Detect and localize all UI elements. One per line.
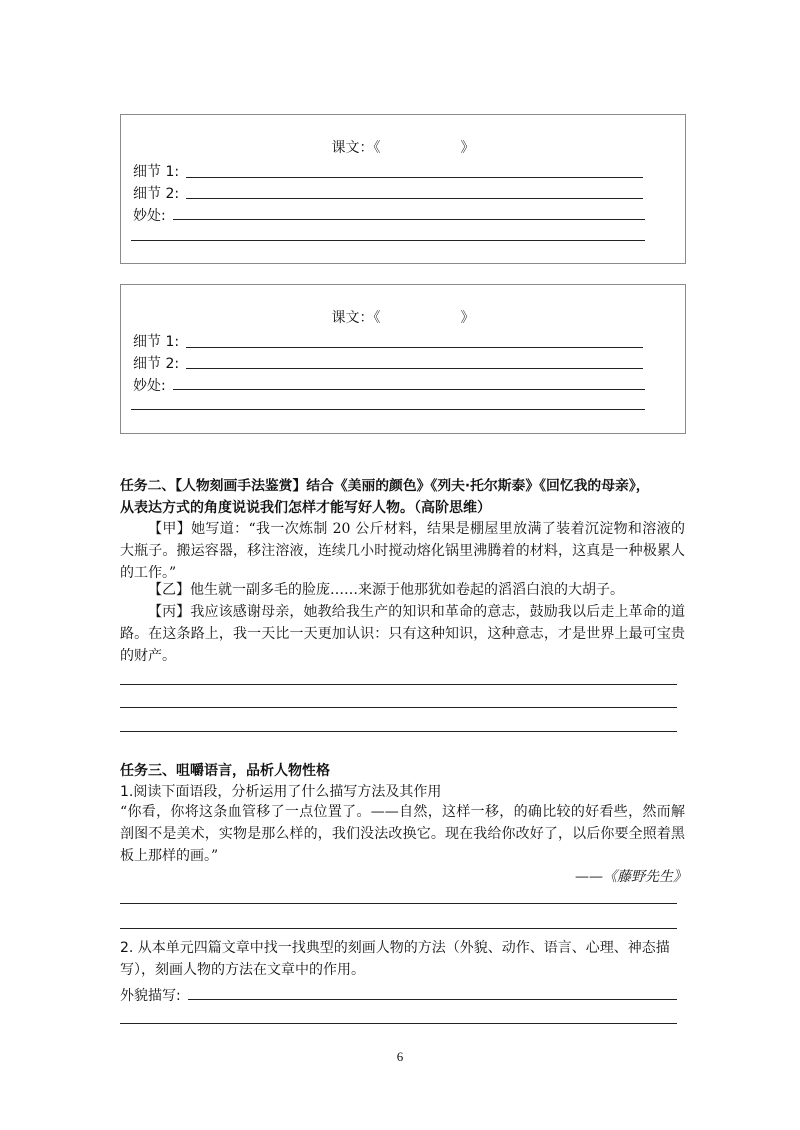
page-number: 6 [396,1049,404,1064]
merit-line[interactable] [173,389,645,390]
answer-box-2 [120,284,686,434]
detail1-line[interactable] [186,347,643,348]
task2-answer-line-2[interactable] [120,707,677,708]
task2-answer-line-3[interactable] [120,731,677,732]
box-title [121,307,685,327]
extra-line[interactable] [131,409,645,410]
appearance-answer-line[interactable] [188,999,677,1000]
extra-line[interactable] [131,240,645,241]
title-suffix: 》 [460,140,475,156]
task2-answer-line-1[interactable] [120,684,677,685]
detail1-label: 细节 1: [133,334,180,350]
task3-quote-source: ——《藤野先生》 [575,869,687,885]
title-prefix: 课文：《 [331,310,381,326]
task3-question-2: 2. 从本单元四篇文章中找一找典型的刻画人物的方法（外貌、动作、语言、心理、神态描写），刻画人物的方法在文章中的作用。 [120,940,670,978]
merit-label: 妙处: [133,208,166,224]
answer-box-1 [120,114,686,264]
title-suffix: 》 [460,310,475,326]
task3-answer-line-1[interactable] [120,903,677,904]
detail2-line[interactable] [186,198,643,199]
detail1-label: 细节 1: [133,164,180,180]
merit-line[interactable] [173,219,645,220]
detail2-label: 细节 2: [133,356,180,372]
task2-heading-line1: 任务二、【人物刻画手法鉴赏】结合《美丽的颜色》《列夫·托尔斯泰》《回忆我的母亲》， [120,478,650,494]
detail1-line[interactable] [186,177,643,178]
box-title [121,137,685,157]
task2-heading-line2: 从表达方式的角度说说我们怎样才能写好人物。（高阶思维） [120,500,491,516]
task3-quote: “你看，你将这条血管移了一点位置了。——自然，这样一移，的确比较的好看些，然而解剖图不是美术，实物是那么样的，我们没法改换它。现在我给你改好了，以后你要全照着黑板上那样的画。” [120,804,685,864]
task2-passage-yi: 【乙】他生就一副多毛的脸庞……来源于他那犹如卷起的滔滔白浪的大胡子。 [148,582,624,598]
task3-question-1: 1.阅读下面语段，分析运用了什么描写方法及其作用 [120,784,442,800]
title-prefix: 课文：《 [331,140,381,156]
task3-heading: 任务三、咀嚼语言，品析人物性格 [120,763,330,779]
appearance-label: 外貌描写: [120,988,181,1004]
task3-answer-line-2[interactable] [120,928,677,929]
merit-label: 妙处: [133,378,166,394]
task3-answer-line-3[interactable] [120,1023,677,1024]
task2-passage-bing: 【丙】我应该感谢母亲，她教给我生产的知识和革命的意志，鼓励我以后走上革命的道路。在这条路上，我一天比一天更加认识：只有这种知识，这种意志，才是世界上最可宝贵的财产。 [120,604,685,664]
detail2-line[interactable] [186,368,643,369]
detail2-label: 细节 2: [133,186,180,202]
task2-passage-jia: 【甲】她写道：“我一次炼制 20 公斤材料，结果是棚屋里放满了装着沉淀物和溶液的大瓶子。搬运容器，移注溶液，连续几小时搅动熔化锅里沸腾着的材料，这真是一种极累人的工作。” [120,521,685,581]
